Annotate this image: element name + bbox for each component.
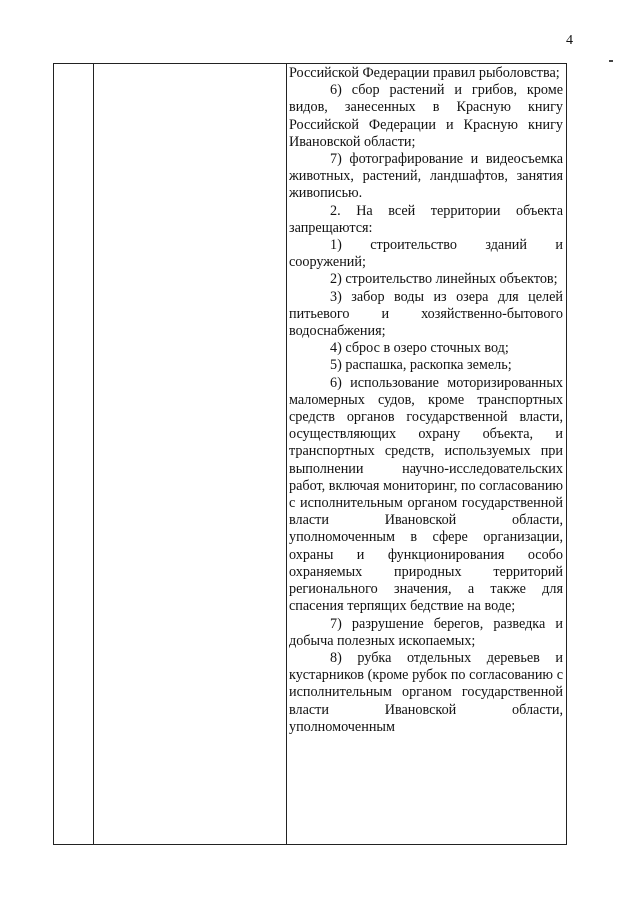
column-divider-1: [93, 64, 94, 844]
paragraph: 2. На всей территории объекта запрещаются:: [289, 202, 563, 236]
paragraph: 7) фотографирование и видеосъемка животных, растений, ландшафтов, занятия живописью.: [289, 151, 563, 202]
paragraph: 8) рубка отдельных деревьев и кустарников (кроме рубок по согласованию с исполнительным органом государственной власти Ивановской области, уполномоченным: [289, 649, 563, 735]
paragraph: 3) забор воды из озера для целей питьевого и хозяйственно-бытового водоснабжения;: [289, 288, 563, 340]
paragraph: Российской Федерации правил рыболовства;: [289, 65, 560, 81]
paragraph: 6) сбор растений и грибов, кроме видов, занесенных в Красную книгу Российской Федерации и Красную книгу Ивановской области;: [289, 82, 563, 150]
paragraph: 5) распашка, раскопка земель;: [330, 357, 512, 374]
paragraph: 7) разрушение берегов, разведка и добыча полезных ископаемых;: [289, 615, 563, 649]
paragraph: 1) строительство зданий и сооружений;: [289, 237, 563, 271]
page-number: 4: [566, 33, 573, 48]
table-text-column: [289, 65, 563, 736]
paragraph: 4) сброс в озеро сточных вод;: [330, 340, 509, 357]
margin-mark: [609, 60, 613, 62]
paragraph: 6) использование моторизированных маломерных судов, кроме транспортных средств органов государственной власти, осуществляющих охрану объекта, и транспортных средств, используемых при выполнении научно-исследовательских работ, включая мониторинг, по согласованию с исполнительным органом государственной власти Ивановской области, уполномоченным в сфере организации, охраны и функционирования особо охраняемых природных территорий регионального значения, а также для спасения терпящих бедствие на воде;: [289, 374, 564, 615]
paragraph: 2) строительство линейных объектов;: [330, 271, 558, 288]
column-divider-2: [286, 64, 287, 844]
